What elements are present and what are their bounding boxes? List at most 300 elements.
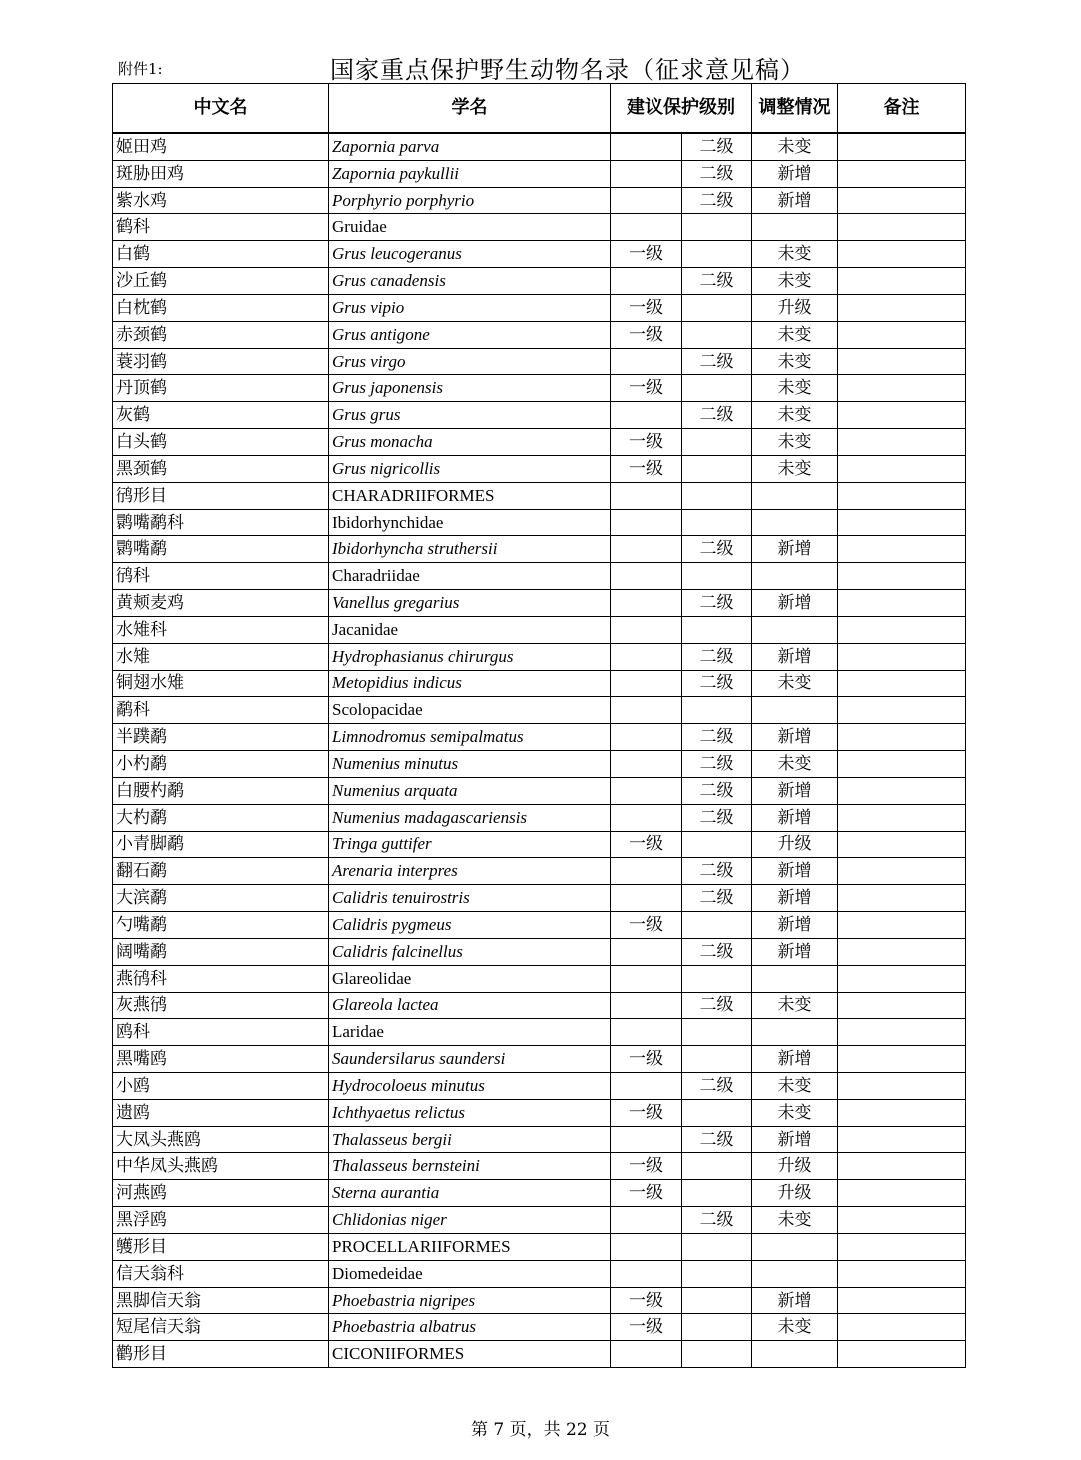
- adjustment-cell: [752, 1341, 838, 1368]
- note-cell: [838, 912, 966, 939]
- note-cell: [838, 1153, 966, 1180]
- note-cell: [838, 1341, 966, 1368]
- col-header-note: 备注: [838, 84, 966, 134]
- level-1-cell: [611, 938, 682, 965]
- sci-name-cell: Metopidius indicus: [329, 670, 611, 697]
- note-cell: [838, 724, 966, 751]
- level-1-cell: [611, 992, 682, 1019]
- table-row-species: [113, 187, 966, 214]
- level-1-cell: 一级: [611, 429, 682, 456]
- sci-name-cell: Grus nigricollis: [329, 455, 611, 482]
- note-cell: [838, 402, 966, 429]
- sci-name-cell: Charadriidae: [329, 563, 611, 590]
- table-row-species: [113, 1046, 966, 1073]
- level-2-cell: [682, 1019, 752, 1046]
- level-2-cell: 二级: [682, 268, 752, 295]
- cn-name-cell: 斑胁田鸡: [113, 160, 329, 187]
- adjustment-cell: 新增: [752, 885, 838, 912]
- table-row-species: [113, 751, 966, 778]
- level-1-cell: [611, 268, 682, 295]
- cn-name-cell: 鹬科: [113, 697, 329, 724]
- adjustment-cell: [752, 1233, 838, 1260]
- table-row-species: [113, 429, 966, 456]
- table-row-species: [113, 1099, 966, 1126]
- sci-name-cell: Chlidonias niger: [329, 1207, 611, 1234]
- adjustment-cell: 新增: [752, 1287, 838, 1314]
- cn-name-cell: 鹤科: [113, 214, 329, 241]
- note-cell: [838, 751, 966, 778]
- adjustment-cell: 未变: [752, 1207, 838, 1234]
- cn-name-cell: 半蹼鹬: [113, 724, 329, 751]
- adjustment-cell: 新增: [752, 590, 838, 617]
- adjustment-cell: 未变: [752, 133, 838, 160]
- level-2-cell: 二级: [682, 1072, 752, 1099]
- sci-name-cell: Calidris tenuirostris: [329, 885, 611, 912]
- sci-name-cell: Thalasseus bernsteini: [329, 1153, 611, 1180]
- level-1-cell: [611, 885, 682, 912]
- note-cell: [838, 938, 966, 965]
- note-cell: [838, 643, 966, 670]
- cn-name-cell: 燕鸻科: [113, 965, 329, 992]
- cn-name-cell: 鸻形目: [113, 482, 329, 509]
- sci-name-cell: Numenius arquata: [329, 777, 611, 804]
- adjustment-cell: 升级: [752, 1180, 838, 1207]
- level-2-cell: [682, 241, 752, 268]
- level-2-cell: [682, 563, 752, 590]
- table-row-species: [113, 777, 966, 804]
- level-2-cell: [682, 831, 752, 858]
- adjustment-cell: [752, 509, 838, 536]
- level-1-cell: 一级: [611, 1153, 682, 1180]
- sci-name-cell: Grus leucogeranus: [329, 241, 611, 268]
- note-cell: [838, 1072, 966, 1099]
- level-2-cell: [682, 965, 752, 992]
- level-1-cell: [611, 214, 682, 241]
- cn-name-cell: 蓑羽鹤: [113, 348, 329, 375]
- cn-name-cell: 灰燕鸻: [113, 992, 329, 1019]
- table-row-species: [113, 321, 966, 348]
- level-2-cell: 二级: [682, 1207, 752, 1234]
- cn-name-cell: 勺嘴鹬: [113, 912, 329, 939]
- cn-name-cell: 黄颊麦鸡: [113, 590, 329, 617]
- level-1-cell: 一级: [611, 1046, 682, 1073]
- adjustment-cell: 未变: [752, 429, 838, 456]
- adjustment-cell: [752, 563, 838, 590]
- sci-name-cell: Jacanidae: [329, 616, 611, 643]
- level-2-cell: [682, 1341, 752, 1368]
- note-cell: [838, 965, 966, 992]
- level-1-cell: [611, 697, 682, 724]
- table-row-species: [113, 885, 966, 912]
- level-2-cell: 二级: [682, 804, 752, 831]
- note-cell: [838, 241, 966, 268]
- adjustment-cell: 新增: [752, 777, 838, 804]
- table-row-order: [113, 1233, 966, 1260]
- cn-name-cell: 大杓鹬: [113, 804, 329, 831]
- cn-name-cell: 阔嘴鹬: [113, 938, 329, 965]
- level-1-cell: [611, 563, 682, 590]
- table-row-species: [113, 831, 966, 858]
- table-row-species: [113, 241, 966, 268]
- level-1-cell: 一级: [611, 912, 682, 939]
- level-2-cell: 二级: [682, 777, 752, 804]
- level-2-cell: 二级: [682, 751, 752, 778]
- sci-name-cell: Hydrophasianus chirurgus: [329, 643, 611, 670]
- level-1-cell: [611, 160, 682, 187]
- col-header-cn-name: 中文名: [113, 84, 329, 134]
- cn-name-cell: 水雉科: [113, 616, 329, 643]
- cn-name-cell: 铜翅水雉: [113, 670, 329, 697]
- note-cell: [838, 563, 966, 590]
- level-1-cell: [611, 751, 682, 778]
- adjustment-cell: 未变: [752, 375, 838, 402]
- adjustment-cell: 未变: [752, 321, 838, 348]
- sci-name-cell: Grus monacha: [329, 429, 611, 456]
- level-1-cell: [611, 1072, 682, 1099]
- sci-name-cell: Grus vipio: [329, 294, 611, 321]
- sci-name-cell: Tringa guttifer: [329, 831, 611, 858]
- level-2-cell: [682, 429, 752, 456]
- adjustment-cell: 新增: [752, 187, 838, 214]
- table-row-family: [113, 1019, 966, 1046]
- sci-name-cell: Gruidae: [329, 214, 611, 241]
- adjustment-cell: 未变: [752, 1314, 838, 1341]
- sci-name-cell: Grus antigone: [329, 321, 611, 348]
- table-row-species: [113, 402, 966, 429]
- note-cell: [838, 616, 966, 643]
- adjustment-cell: [752, 1019, 838, 1046]
- cn-name-cell: 中华凤头燕鸥: [113, 1153, 329, 1180]
- cn-name-cell: 沙丘鹤: [113, 268, 329, 295]
- level-2-cell: 二级: [682, 724, 752, 751]
- sci-name-cell: Grus virgo: [329, 348, 611, 375]
- adjustment-cell: 未变: [752, 268, 838, 295]
- cn-name-cell: 大凤头燕鸥: [113, 1126, 329, 1153]
- page-number: 第 7 页，共 22 页: [470, 1420, 611, 1440]
- level-1-cell: 一级: [611, 1099, 682, 1126]
- level-1-cell: [611, 348, 682, 375]
- adjustment-cell: [752, 697, 838, 724]
- adjustment-cell: 未变: [752, 241, 838, 268]
- cn-name-cell: 紫水鸡: [113, 187, 329, 214]
- level-1-cell: 一级: [611, 1180, 682, 1207]
- adjustment-cell: 新增: [752, 536, 838, 563]
- level-2-cell: 二级: [682, 938, 752, 965]
- cn-name-cell: 赤颈鹤: [113, 321, 329, 348]
- note-cell: [838, 858, 966, 885]
- sci-name-cell: Calidris falcinellus: [329, 938, 611, 965]
- level-1-cell: [611, 482, 682, 509]
- level-2-cell: [682, 1046, 752, 1073]
- level-1-cell: [611, 402, 682, 429]
- table-row-species: [113, 294, 966, 321]
- level-2-cell: [682, 509, 752, 536]
- level-2-cell: 二级: [682, 858, 752, 885]
- sci-name-cell: Porphyrio porphyrio: [329, 187, 611, 214]
- cn-name-cell: 白头鹤: [113, 429, 329, 456]
- note-cell: [838, 268, 966, 295]
- level-1-cell: 一级: [611, 241, 682, 268]
- adjustment-cell: [752, 965, 838, 992]
- note-cell: [838, 321, 966, 348]
- level-2-cell: [682, 482, 752, 509]
- level-2-cell: [682, 697, 752, 724]
- level-2-cell: [682, 214, 752, 241]
- table-row-species: [113, 858, 966, 885]
- note-cell: [838, 697, 966, 724]
- note-cell: [838, 1126, 966, 1153]
- note-cell: [838, 348, 966, 375]
- note-cell: [838, 590, 966, 617]
- level-1-cell: [611, 187, 682, 214]
- adjustment-cell: 新增: [752, 160, 838, 187]
- sci-name-cell: Glareolidae: [329, 965, 611, 992]
- table-row-species: [113, 375, 966, 402]
- adjustment-cell: 升级: [752, 294, 838, 321]
- sci-name-cell: Laridae: [329, 1019, 611, 1046]
- table-row-species: [113, 1180, 966, 1207]
- note-cell: [838, 429, 966, 456]
- cn-name-cell: 丹顶鹤: [113, 375, 329, 402]
- adjustment-cell: 未变: [752, 1072, 838, 1099]
- level-2-cell: 二级: [682, 885, 752, 912]
- level-2-cell: [682, 912, 752, 939]
- level-1-cell: [611, 724, 682, 751]
- col-header-adjustment: 调整情况: [752, 84, 838, 134]
- sci-name-cell: Arenaria interpres: [329, 858, 611, 885]
- sci-name-cell: CHARADRIIFORMES: [329, 482, 611, 509]
- table-row-species: [113, 1072, 966, 1099]
- sci-name-cell: Zapornia paykullii: [329, 160, 611, 187]
- adjustment-cell: 未变: [752, 992, 838, 1019]
- adjustment-cell: 新增: [752, 858, 838, 885]
- note-cell: [838, 885, 966, 912]
- level-2-cell: [682, 455, 752, 482]
- level-2-cell: [682, 1180, 752, 1207]
- sci-name-cell: PROCELLARIIFORMES: [329, 1233, 611, 1260]
- level-2-cell: 二级: [682, 590, 752, 617]
- note-cell: [838, 1233, 966, 1260]
- table-row-species: [113, 1287, 966, 1314]
- note-cell: [838, 1314, 966, 1341]
- note-cell: [838, 160, 966, 187]
- sci-name-cell: Ibidorhynchidae: [329, 509, 611, 536]
- table-row-family: [113, 509, 966, 536]
- note-cell: [838, 214, 966, 241]
- table-row-order: [113, 1341, 966, 1368]
- level-1-cell: 一级: [611, 455, 682, 482]
- table-row-species: [113, 804, 966, 831]
- adjustment-cell: 新增: [752, 938, 838, 965]
- cn-name-cell: 鹮嘴鹬科: [113, 509, 329, 536]
- level-2-cell: 二级: [682, 1126, 752, 1153]
- adjustment-cell: 新增: [752, 804, 838, 831]
- document-title: 国家重点保护野生动物名录（征求意见稿）: [330, 56, 805, 84]
- adjustment-cell: 新增: [752, 724, 838, 751]
- note-cell: [838, 294, 966, 321]
- level-1-cell: [611, 1341, 682, 1368]
- adjustment-cell: 升级: [752, 831, 838, 858]
- sci-name-cell: Diomedeidae: [329, 1260, 611, 1287]
- sci-name-cell: Zapornia parva: [329, 133, 611, 160]
- level-1-cell: [611, 643, 682, 670]
- cn-name-cell: 黑颈鹤: [113, 455, 329, 482]
- table-row-species: [113, 724, 966, 751]
- note-cell: [838, 455, 966, 482]
- level-1-cell: [611, 1126, 682, 1153]
- cn-name-cell: 翻石鹬: [113, 858, 329, 885]
- cn-name-cell: 小杓鹬: [113, 751, 329, 778]
- adjustment-cell: 未变: [752, 455, 838, 482]
- level-1-cell: [611, 616, 682, 643]
- sci-name-cell: Limnodromus semipalmatus: [329, 724, 611, 751]
- table-row-species: [113, 455, 966, 482]
- level-2-cell: [682, 1314, 752, 1341]
- adjustment-cell: [752, 1260, 838, 1287]
- level-2-cell: [682, 1260, 752, 1287]
- note-cell: [838, 831, 966, 858]
- cn-name-cell: 信天翁科: [113, 1260, 329, 1287]
- cn-name-cell: 黑浮鸥: [113, 1207, 329, 1234]
- level-1-cell: [611, 536, 682, 563]
- adjustment-cell: 新增: [752, 643, 838, 670]
- sci-name-cell: Thalasseus bergii: [329, 1126, 611, 1153]
- level-2-cell: [682, 1153, 752, 1180]
- level-1-cell: 一级: [611, 831, 682, 858]
- sci-name-cell: Grus japonensis: [329, 375, 611, 402]
- adjustment-cell: 新增: [752, 1046, 838, 1073]
- level-1-cell: [611, 590, 682, 617]
- note-cell: [838, 1287, 966, 1314]
- level-1-cell: [611, 777, 682, 804]
- note-cell: [838, 133, 966, 160]
- cn-name-cell: 小青脚鹬: [113, 831, 329, 858]
- sci-name-cell: Sterna aurantia: [329, 1180, 611, 1207]
- note-cell: [838, 1019, 966, 1046]
- level-1-cell: [611, 133, 682, 160]
- table-row-species: [113, 670, 966, 697]
- sci-name-cell: Ibidorhyncha struthersii: [329, 536, 611, 563]
- table-row-species: [113, 536, 966, 563]
- adjustment-cell: 新增: [752, 1126, 838, 1153]
- cn-name-cell: 白枕鹤: [113, 294, 329, 321]
- sci-name-cell: Phoebastria albatrus: [329, 1314, 611, 1341]
- note-cell: [838, 536, 966, 563]
- level-2-cell: [682, 1233, 752, 1260]
- level-1-cell: [611, 1207, 682, 1234]
- table-row-species: [113, 133, 966, 160]
- level-1-cell: 一级: [611, 375, 682, 402]
- level-1-cell: 一级: [611, 294, 682, 321]
- level-1-cell: [611, 1233, 682, 1260]
- note-cell: [838, 375, 966, 402]
- adjustment-cell: 未变: [752, 402, 838, 429]
- level-2-cell: 二级: [682, 133, 752, 160]
- adjustment-cell: 未变: [752, 751, 838, 778]
- table-row-species: [113, 590, 966, 617]
- note-cell: [838, 992, 966, 1019]
- cn-name-cell: 白鹤: [113, 241, 329, 268]
- sci-name-cell: CICONIIFORMES: [329, 1341, 611, 1368]
- level-2-cell: [682, 375, 752, 402]
- level-1-cell: [611, 1019, 682, 1046]
- table-row-family: [113, 214, 966, 241]
- note-cell: [838, 777, 966, 804]
- adjustment-cell: [752, 214, 838, 241]
- level-2-cell: [682, 321, 752, 348]
- cn-name-cell: 小鸥: [113, 1072, 329, 1099]
- cn-name-cell: 鸻科: [113, 563, 329, 590]
- level-1-cell: [611, 1260, 682, 1287]
- sci-name-cell: Numenius minutus: [329, 751, 611, 778]
- table-row-species: [113, 643, 966, 670]
- sci-name-cell: Scolopacidae: [329, 697, 611, 724]
- level-1-cell: 一级: [611, 321, 682, 348]
- cn-name-cell: 黑嘴鸥: [113, 1046, 329, 1073]
- level-2-cell: 二级: [682, 187, 752, 214]
- note-cell: [838, 482, 966, 509]
- table-row-species: [113, 268, 966, 295]
- cn-name-cell: 灰鹤: [113, 402, 329, 429]
- level-2-cell: 二级: [682, 536, 752, 563]
- level-1-cell: [611, 858, 682, 885]
- sci-name-cell: Phoebastria nigripes: [329, 1287, 611, 1314]
- cn-name-cell: 姬田鸡: [113, 133, 329, 160]
- table-row-species: [113, 1207, 966, 1234]
- level-2-cell: [682, 616, 752, 643]
- adjustment-cell: [752, 616, 838, 643]
- table-row-species: [113, 1153, 966, 1180]
- level-2-cell: 二级: [682, 992, 752, 1019]
- cn-name-cell: 黑脚信天翁: [113, 1287, 329, 1314]
- table-row-species: [113, 938, 966, 965]
- level-1-cell: [611, 670, 682, 697]
- note-cell: [838, 670, 966, 697]
- level-2-cell: [682, 1099, 752, 1126]
- level-1-cell: [611, 804, 682, 831]
- note-cell: [838, 1180, 966, 1207]
- level-1-cell: 一级: [611, 1314, 682, 1341]
- cn-name-cell: 白腰杓鹬: [113, 777, 329, 804]
- level-1-cell: 一级: [611, 1287, 682, 1314]
- level-2-cell: [682, 1287, 752, 1314]
- table-row-family: [113, 1260, 966, 1287]
- level-2-cell: 二级: [682, 348, 752, 375]
- level-1-cell: [611, 509, 682, 536]
- note-cell: [838, 187, 966, 214]
- cn-name-cell: 鸥科: [113, 1019, 329, 1046]
- table-row-family: [113, 563, 966, 590]
- table-row-species: [113, 160, 966, 187]
- note-cell: [838, 1046, 966, 1073]
- level-2-cell: 二级: [682, 402, 752, 429]
- note-cell: [838, 1099, 966, 1126]
- table-row-family: [113, 965, 966, 992]
- table-row-order: [113, 482, 966, 509]
- table-row-species: [113, 1314, 966, 1341]
- sci-name-cell: Grus grus: [329, 402, 611, 429]
- sci-name-cell: Ichthyaetus relictus: [329, 1099, 611, 1126]
- table-row-species: [113, 348, 966, 375]
- cn-name-cell: 鹮嘴鹬: [113, 536, 329, 563]
- table-header-row: [113, 84, 966, 134]
- note-cell: [838, 509, 966, 536]
- cn-name-cell: 鹱形目: [113, 1233, 329, 1260]
- adjustment-cell: 未变: [752, 348, 838, 375]
- sci-name-cell: Calidris pygmeus: [329, 912, 611, 939]
- table-row-species: [113, 1126, 966, 1153]
- table-body: [113, 133, 966, 1368]
